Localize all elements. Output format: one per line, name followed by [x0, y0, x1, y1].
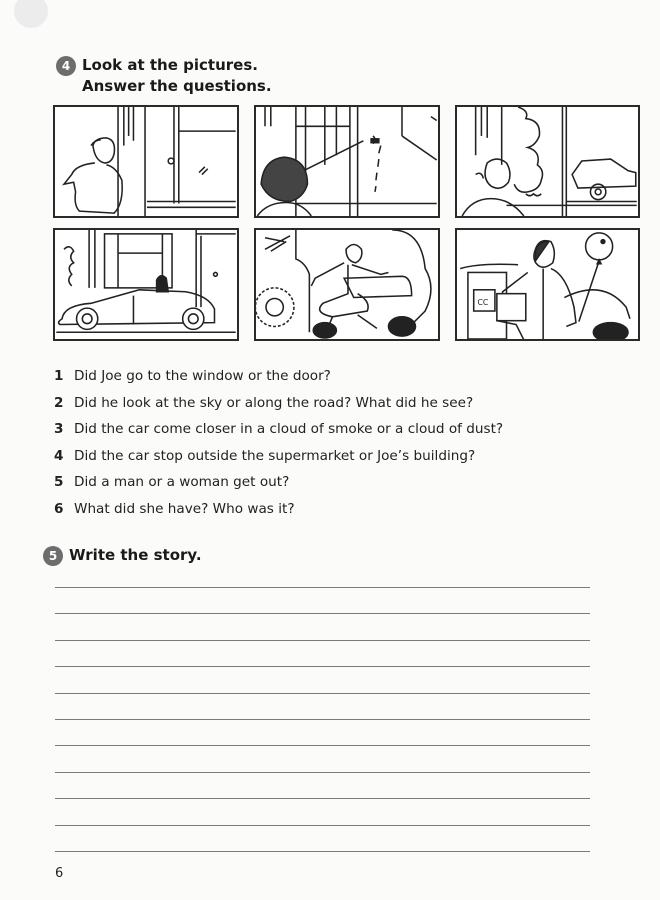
picture-5-woman-getting-out [254, 228, 440, 341]
question-text: Did a man or a woman get out? [74, 474, 290, 490]
question-number: 6 [54, 500, 64, 517]
question-text: Did he look at the sky or along the road? What did he see? [74, 394, 474, 411]
question-number: 1 [54, 368, 64, 384]
writing-line[interactable] [55, 641, 590, 667]
picture-6-woman-with-balloon [455, 228, 640, 341]
question-number: 5 [54, 474, 64, 490]
question-text: Did Joe go to the window or the door? [74, 368, 331, 384]
picture-3-car-in-dust-cloud [455, 105, 640, 218]
question-number: 3 [54, 421, 64, 437]
question-item [54, 443, 503, 470]
question-item [54, 496, 503, 523]
svg-text:CC: CC [477, 298, 489, 308]
exercise-5-heading [43, 545, 202, 566]
writing-lines [55, 587, 590, 852]
writing-line[interactable] [55, 694, 590, 720]
question-item [54, 469, 503, 496]
writing-line[interactable] [55, 720, 590, 746]
picture-4-car-outside-building [53, 228, 239, 341]
writing-line[interactable] [55, 588, 590, 614]
question-text: Did the car stop outside the supermarket or Joe’s building? [74, 447, 476, 464]
page-number: 6 [55, 866, 64, 881]
writing-line[interactable] [55, 799, 590, 825]
question-number: 2 [54, 394, 64, 411]
question-list [54, 363, 503, 522]
question-number: 4 [54, 447, 64, 464]
writing-line[interactable] [55, 826, 590, 852]
picture-1-boy-at-window [53, 105, 239, 218]
exercise-number-badge: 5 [43, 546, 63, 566]
instruction-line-2: Answer the questions. [82, 77, 272, 95]
faded-badge [14, 0, 48, 28]
picture-2-looking-along-road [254, 105, 440, 218]
question-item [54, 363, 503, 390]
question-text: Did the car come closer in a cloud of smoke or a cloud of dust? [74, 421, 504, 437]
exercise-5-instruction: Write the story. [69, 546, 202, 564]
writing-line[interactable] [55, 746, 590, 772]
question-item [54, 390, 503, 417]
exercise-4-instructions [82, 55, 272, 97]
exercise-number-badge: 4 [56, 56, 76, 76]
exercise-4-heading [56, 55, 272, 97]
writing-line[interactable] [55, 667, 590, 693]
question-text: What did she have? Who was it? [74, 500, 295, 517]
instruction-line-1: Look at the pictures. [82, 56, 258, 74]
writing-line[interactable] [55, 773, 590, 799]
writing-line[interactable] [55, 614, 590, 640]
question-item [54, 416, 503, 443]
